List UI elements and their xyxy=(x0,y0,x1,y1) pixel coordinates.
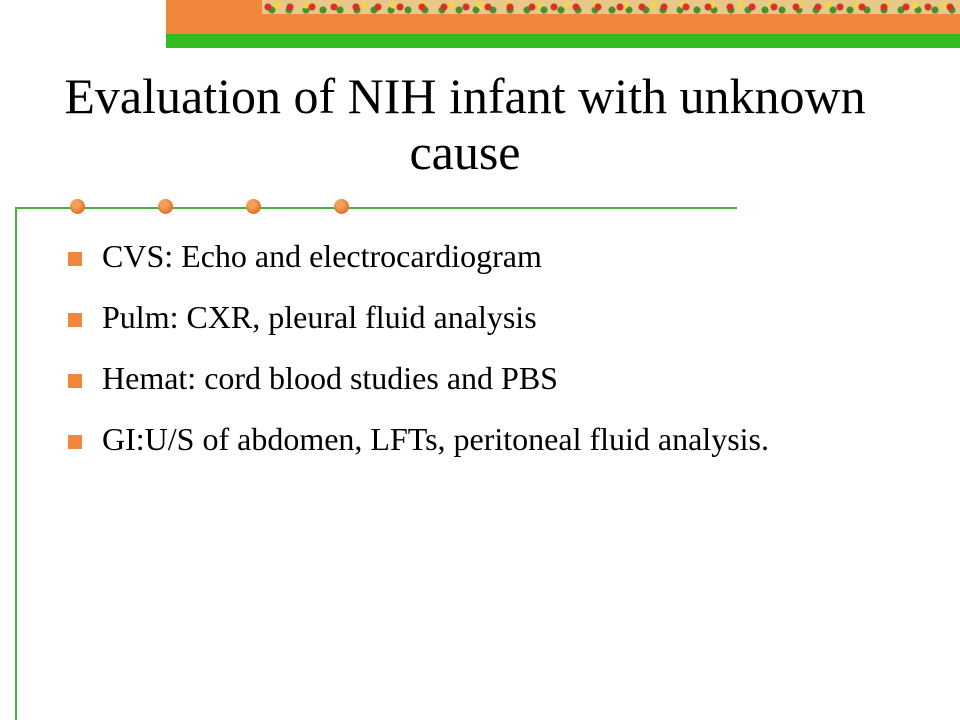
bullet-square-icon xyxy=(68,252,82,266)
header-banner-floral-pattern xyxy=(262,0,960,14)
frame-horizontal-line xyxy=(15,207,737,209)
bullet-square-icon xyxy=(68,435,82,449)
header-banner-green xyxy=(166,34,960,48)
bullet-text: Hemat: cord blood studies and PBS xyxy=(102,360,558,396)
bullet-text: Pulm: CXR, pleural fluid analysis xyxy=(102,299,537,335)
decorative-dot-2 xyxy=(158,199,173,214)
bullet-item xyxy=(68,421,868,458)
bullet-item xyxy=(68,238,868,275)
slide-title: Evaluation of NIH infant with unknown cause xyxy=(64,68,866,180)
bullet-square-icon xyxy=(68,313,82,327)
decorative-dot-4 xyxy=(334,199,349,214)
bullet-list xyxy=(68,238,868,482)
bullet-text: CVS: Echo and electrocardiogram xyxy=(102,238,542,274)
bullet-item xyxy=(68,360,868,397)
decorative-dot-3 xyxy=(246,199,261,214)
bullet-item xyxy=(68,299,868,336)
decorative-dot-1 xyxy=(70,199,85,214)
bullet-text: GI:U/S of abdomen, LFTs, peritoneal fluid analysis. xyxy=(102,421,769,457)
bullet-square-icon xyxy=(68,374,82,388)
frame-vertical-line xyxy=(15,207,17,720)
